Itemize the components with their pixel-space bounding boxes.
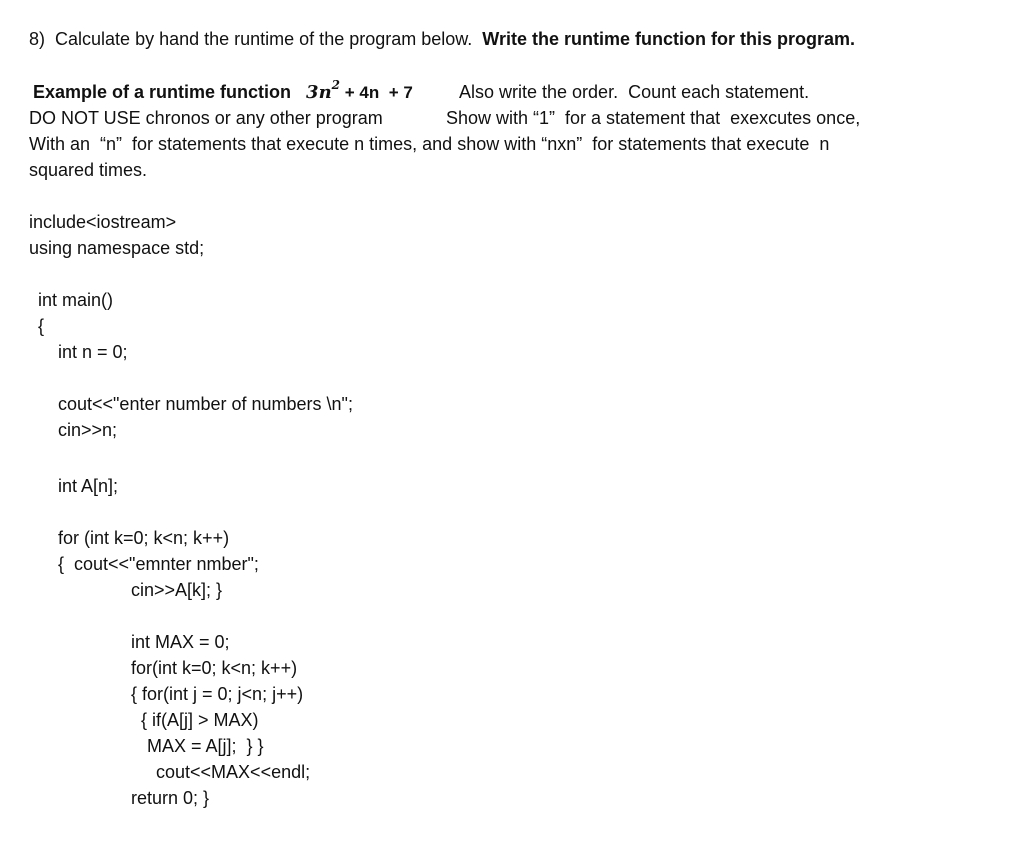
do-not-use-text: DO NOT USE chronos or any other program xyxy=(29,108,383,128)
code-for-j: { for(int j = 0; j<n; j++) xyxy=(131,684,304,704)
code-int-a: int A[n]; xyxy=(58,476,119,496)
squared-text: squared times. xyxy=(29,160,148,180)
code-cout-max: cout<<MAX<<endl; xyxy=(156,762,311,782)
example-exp: 2 xyxy=(331,78,341,92)
code-for-k2: for(int k=0; k<n; k++) xyxy=(131,658,298,678)
example-label: Example of a runtime function xyxy=(33,82,292,102)
code-open-brace: { xyxy=(38,316,45,336)
code-for-k: for (int k=0; k<n; k++) xyxy=(58,528,230,548)
also-text: Also write the order. Count each statement. xyxy=(459,82,810,102)
show-once-text: Show with “1” for a statement that exexcutes once, xyxy=(446,108,861,128)
question-bold-text: Write the runtime function for this program. xyxy=(482,29,855,49)
code-int-n: int n = 0; xyxy=(58,342,128,362)
code-int-max: int MAX = 0; xyxy=(131,632,230,652)
code-cin-n: cin>>n; xyxy=(58,420,118,440)
code-include: include<iostream> xyxy=(29,212,177,232)
question-number: 8) xyxy=(29,29,46,49)
code-return: return 0; } xyxy=(131,788,210,808)
code-main: int main() xyxy=(38,290,114,310)
code-max-assign: MAX = A[j]; } } xyxy=(147,736,264,756)
example-formula xyxy=(306,78,341,103)
with-n-text: With an “n” for statements that execute n times, and show with “nxn” for statements that execute n xyxy=(29,134,830,154)
code-cout-enter: cout<<"enter number of numbers \n"; xyxy=(58,394,353,414)
code-if-max: { if(A[j] > MAX) xyxy=(141,710,259,730)
code-cin-ak: cin>>A[k]; } xyxy=(131,580,223,600)
example-var: n xyxy=(318,82,332,103)
code-using: using namespace std; xyxy=(29,238,205,258)
example-rest: + 4n + 7 xyxy=(344,83,413,102)
example-coef: 3 xyxy=(306,82,319,103)
question-text: Calculate by hand the runtime of the program below. xyxy=(55,29,473,49)
example-line xyxy=(33,78,413,104)
question-line xyxy=(29,28,855,50)
code-cout-emnter: { cout<<"emnter nmber"; xyxy=(58,554,259,574)
